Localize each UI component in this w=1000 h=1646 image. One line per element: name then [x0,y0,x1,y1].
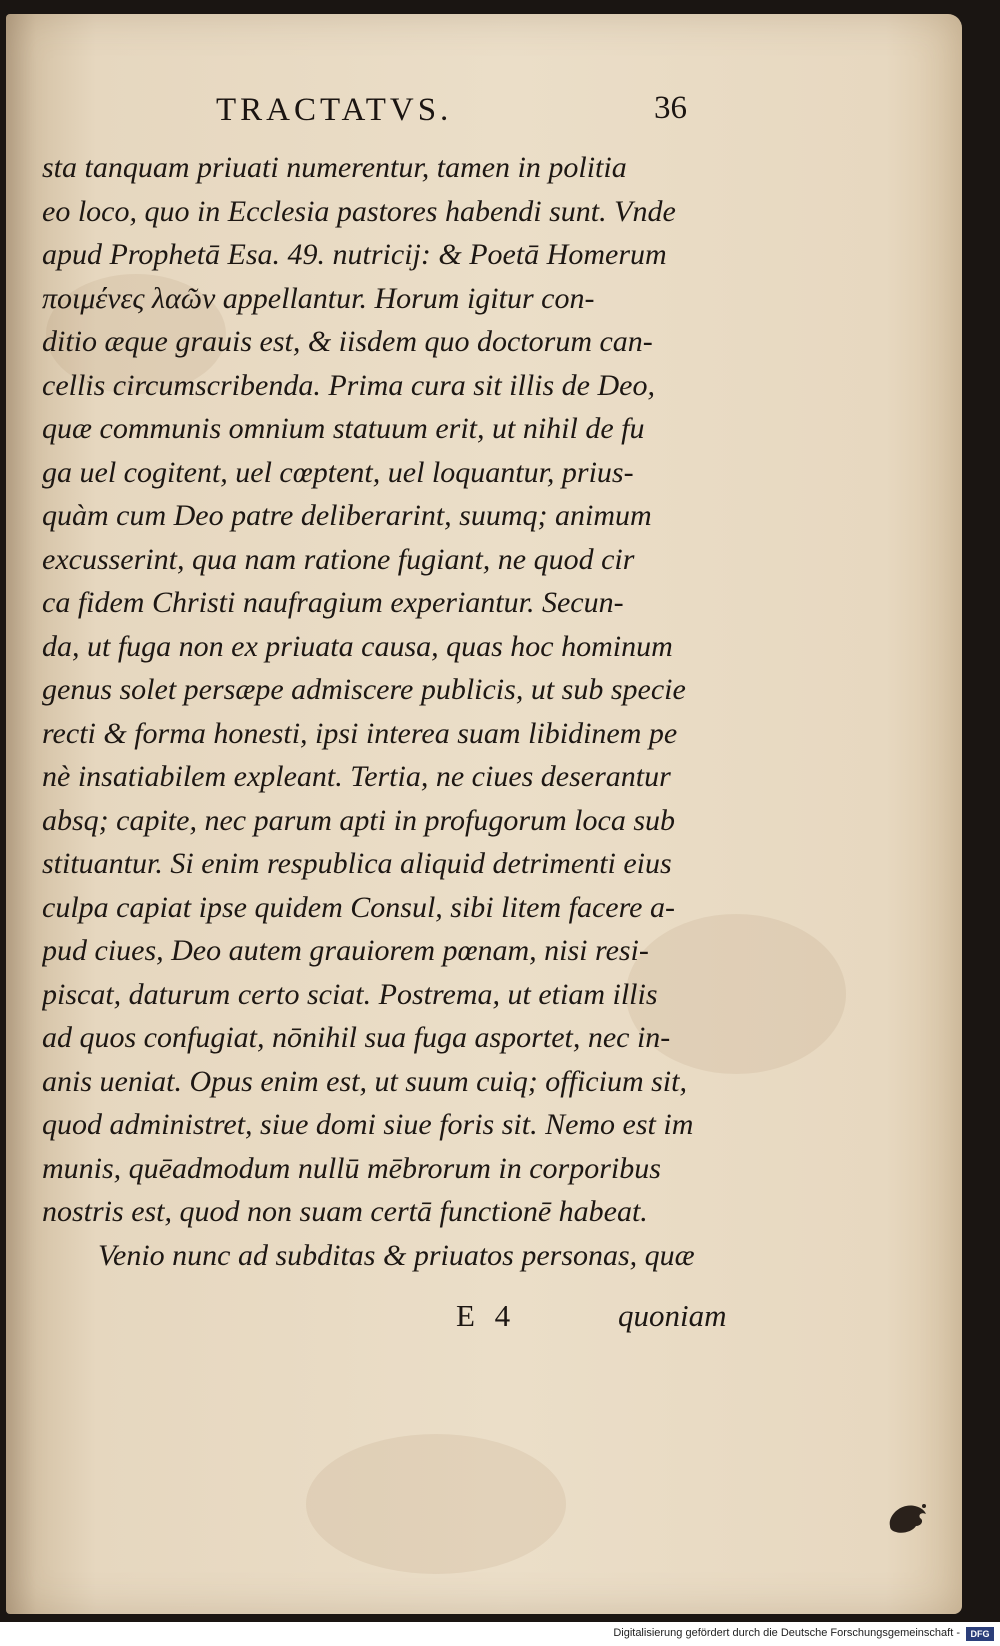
text-line: quàm cum Deo patre deliberarint, suumq; animum [42,499,652,532]
text-line: apud Prophetā Esa. 49. nutricij: & Poetā Homerum [42,238,667,271]
text-line: ποιμένες λαῶν appellantur. Horum igitur con- [42,281,595,315]
text-line: ga uel cogitent, uel cœptent, uel loquantur, prius- [42,455,634,489]
text-line: pud ciues, Deo autem grauiorem pœnam, nisi resi- [42,934,649,967]
dfg-logo: DFG [966,1627,994,1641]
text-line: excusserint, qua nam ratione fugiant, ne quod cir [42,542,635,576]
text-line: anis ueniat. Opus enim est, ut suum cuiq; officium sit, [42,1064,687,1098]
text-line: genus solet persæpe admiscere publicis, ut sub specie [42,673,686,706]
text-line: ad quos confugiat, nōnihil sua fuga asportet, nec in- [42,1021,671,1054]
catchword: quoniam [618,1298,727,1333]
book-page [6,14,962,1614]
funding-note: Digitalisierung gefördert durch die Deutsche Forschungsgemeinschaft - [613,1627,960,1639]
digitization-footer [0,1624,1000,1646]
body-text [42,146,762,1277]
running-title: TRACTATVS. [216,92,453,128]
text-line: quæ communis omnium statuum erit, ut nihil de fu [42,412,645,445]
text-line: recti & forma honesti, ipsi interea suam libidinem pe [42,716,678,750]
text-line: nostris est, quod non suam certā functionē habeat. [42,1195,648,1228]
page-number: 36 [654,90,687,126]
text-line: absq; capite, nec parum apti in profugorum loca sub [42,803,676,837]
text-line: ditio æque grauis est, & iisdem quo doctorum can- [42,325,653,358]
text-line: cellis circumscribenda. Prima cura sit illis de Deo, [42,368,655,402]
text-line: munis, quēadmodum nullū mēbrorum in corporibus [42,1151,661,1185]
ink-blot-mark [884,1498,930,1538]
text-line: ca fidem Christi naufragium experiantur. Secun- [42,586,624,619]
text-line: quod administret, siue domi siue foris sit. Nemo est im [42,1108,694,1141]
text-line: sta tanquam priuati numerentur, tamen in politia [42,151,627,184]
paper-stain [306,1434,566,1574]
signature-mark: E 4 [456,1298,517,1333]
text-line: eo loco, quo in Ecclesia pastores habendi sunt. Vnde [42,194,676,228]
text-line: stituantur. Si enim respublica aliquid detrimenti eius [42,847,672,880]
text-line: da, ut fuga non ex priuata causa, quas hoc hominum [42,629,673,663]
page-footer [6,1298,962,1344]
text-line: piscat, daturum certo sciat. Postrema, ut etiam illis [42,977,658,1011]
paragraph-start-line: Venio nunc ad subditas & priuatos personas, quæ [98,1238,695,1272]
text-line: culpa capiat ipse quidem Consul, sibi litem facere a- [42,890,675,924]
text-line: nè insatiabilem expleant. Tertia, ne ciues deserantur [42,760,671,793]
page-header [6,92,962,142]
